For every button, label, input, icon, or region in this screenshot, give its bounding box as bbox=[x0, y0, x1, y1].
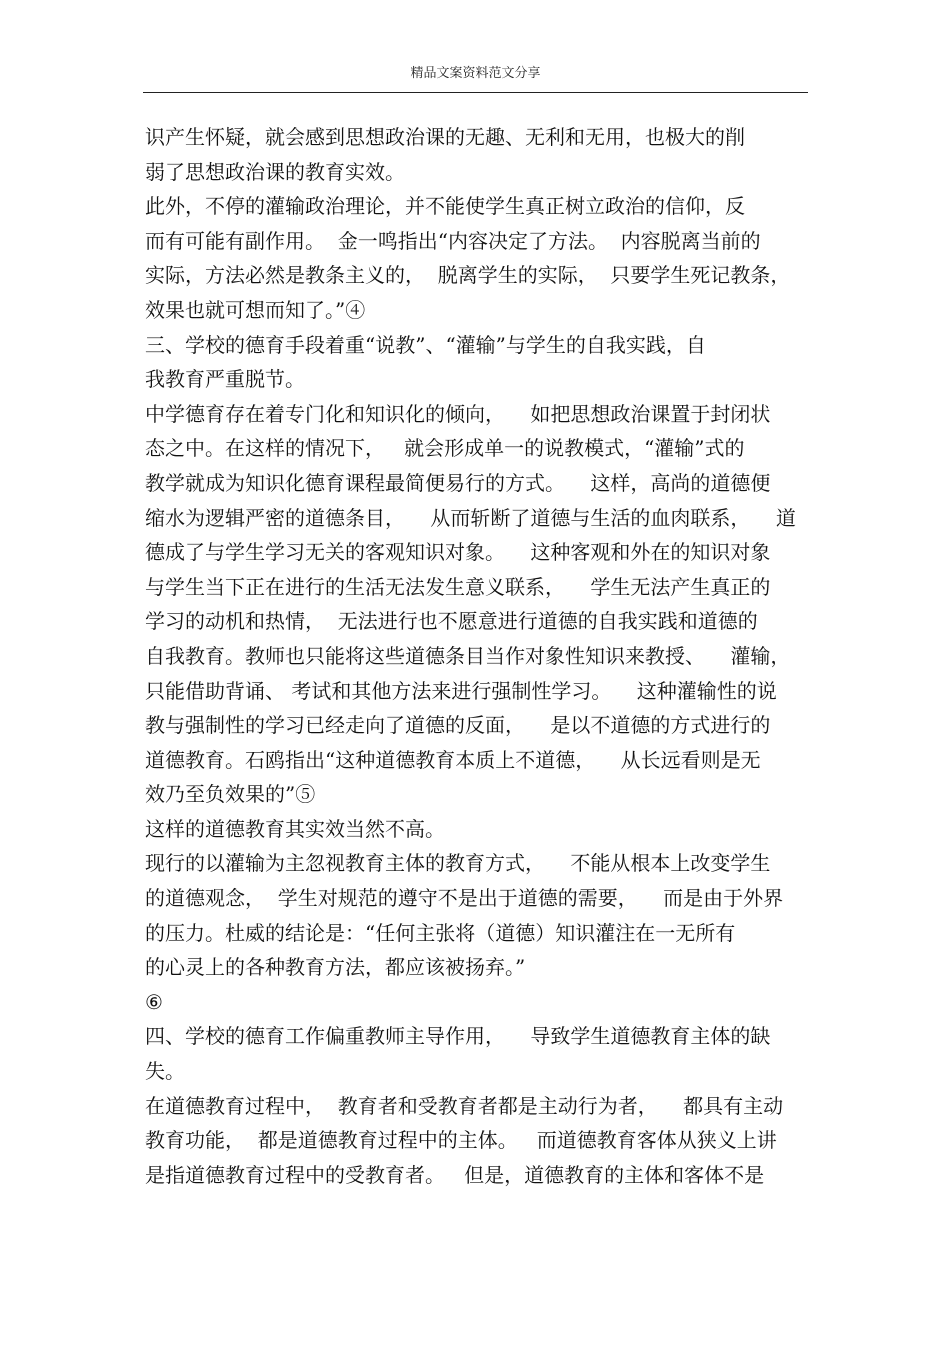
text-line: 中学德育存在着专门化和知识化的倾向， 如把思想政治课置于封闭状 bbox=[145, 401, 771, 426]
text-line: 实际，方法必然是教条主义的， 脱离学生的实际， 只要学生死记教条， bbox=[145, 263, 791, 288]
text-line: 自我教育。教师也只能将这些道德条目当作对象性知识来教授、 灌输， bbox=[145, 643, 791, 668]
text-line: 态之中。在这样的情况下， 就会形成单一的说教模式，“灌输”式的 bbox=[145, 436, 745, 461]
document-body bbox=[145, 120, 815, 1192]
text-line: 而有可能有副作用。 金一鸣指出“内容决定了方法。 内容脱离当前的 bbox=[145, 228, 761, 253]
text-line: 弱了思想政治课的教育实效。 bbox=[145, 159, 405, 184]
text-line: 教与强制性的学习已经走向了道德的反面， 是以不道德的方式进行的 bbox=[145, 713, 771, 738]
text-line: 学习的动机和热情， 无法进行也不愿意进行道德的自我实践和道德的 bbox=[145, 609, 758, 634]
text-line: 教育功能， 都是道德教育过程中的主体。 而道德教育客体从狭义上讲 bbox=[145, 1128, 777, 1153]
page-header bbox=[143, 62, 808, 93]
section-heading-line: 四、学校的德育工作偏重教师主导作用， 导致学生道德教育主体的缺 bbox=[145, 1024, 771, 1049]
text-line: 在道德教育过程中， 教育者和受教育者都是主动行为者， 都具有主动 bbox=[145, 1093, 784, 1118]
text-line: 缩水为逻辑严密的道德条目， 从而斩断了道德与生活的血肉联系， 道 bbox=[145, 505, 796, 530]
text-line: 效果也就可想而知了。”④ bbox=[145, 297, 366, 322]
text-line: 是指道德教育过程中的受教育者。 但是，道德教育的主体和客体不是 bbox=[145, 1162, 765, 1187]
footnote-marker-line: ⑥ bbox=[145, 989, 163, 1014]
text-line: 只能借助背诵、 考试和其他方法来进行强制性学习。 这种灌输性的说 bbox=[145, 678, 777, 703]
text-line: 现行的以灌输为主忽视教育主体的教育方式， 不能从根本上改变学生 bbox=[145, 851, 771, 876]
text-line: 的道德观念， 学生对规范的遵守不是出于道德的需要， 而是由于外界 bbox=[145, 886, 784, 911]
text-line: 这样的道德教育其实效当然不高。 bbox=[145, 816, 445, 841]
text-line: 道德教育。石鸥指出“这种道德教育本质上不道德， 从长远看则是无 bbox=[145, 747, 761, 772]
text-line: 教学就成为知识化德育课程最简便易行的方式。 这样，高尚的道德便 bbox=[145, 470, 771, 495]
text-line: 效乃至负效果的”⑤ bbox=[145, 782, 316, 807]
text-line: 与学生当下正在进行的生活无法发生意义联系， 学生无法产生真正的 bbox=[145, 574, 771, 599]
header-title: 精品文案资料范文分享 bbox=[410, 66, 541, 81]
section-heading-line: 我教育严重脱节。 bbox=[145, 367, 305, 392]
text-line: 德成了与学生学习无关的客观知识对象。 这种客观和外在的知识对象 bbox=[145, 540, 771, 565]
text-line: 此外，不停的灌输政治理论，并不能使学生真正树立政治的信仰，反 bbox=[145, 194, 745, 219]
text-line: 识产生怀疑，就会感到思想政治课的无趣、无利和无用，也极大的削 bbox=[145, 125, 745, 149]
text-line: 的心灵上的各种教育方法，都应该被扬弃。” bbox=[145, 955, 526, 980]
section-heading-line: 失。 bbox=[145, 1059, 185, 1084]
section-heading-line: 三、学校的德育手段着重“说教”、“灌输”与学生的自我实践，自 bbox=[145, 332, 706, 357]
text-line: 的压力。杜威的结论是：“任何主张将（道德）知识灌注在一无所有 bbox=[145, 920, 736, 945]
